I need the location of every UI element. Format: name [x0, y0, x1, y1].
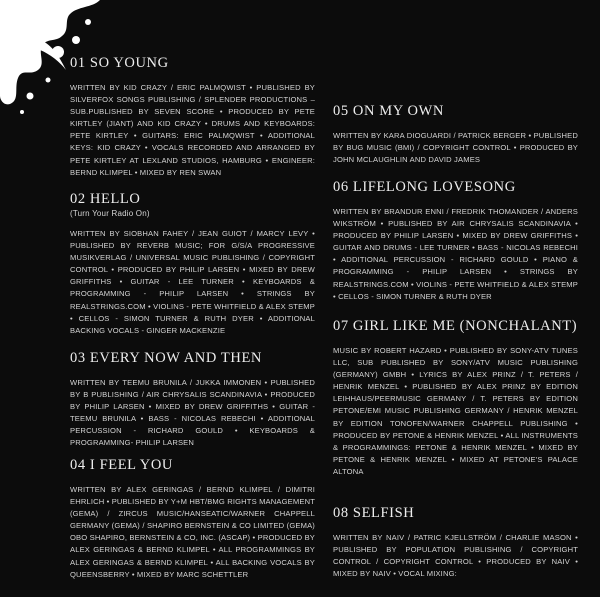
track-08-section	[333, 505, 578, 580]
track-05-credits: WRITTEN BY KARA DIOGUARDI / PATRICK BERGER • PUBLISHED BY BUG MUSIC (BMI) / COPYRIGHT CONTROL • PRODUCED BY JOHN MCLAUGHLIN AND DAVID JAMES	[333, 131, 578, 165]
track-04-title: 04 I FEEL YOU	[70, 457, 173, 473]
track-01-section	[70, 55, 315, 179]
track-01-credits: WRITTEN BY KID CRAZY / ERIC PALMQWIST • PUBLISHED BY SILVERFOX SONGS PUBLISHING / SPLENDER PRODUCTIONS – SUB.PUBLISHED BY SEVEN SCORE • PRODUCED BY PETE KIRTLEY (JIANT) AND KID CRAZY • DRUMS AND KEYBOARDS: PETE KIRTLEY • GUITARS: ERIC PALMQWIST • ADDITIONAL KEYS: KID CRAZY • VOCALS RECORDED AND ARRANGED BY PETE KIRTLEY AT LEXLAND STUDIOS, HAMBURG • ENGINEER: BERND KLIMPEL • MIXED BY REN SWAN	[70, 83, 315, 177]
track-02-section	[70, 191, 315, 337]
track-08-title: 08 SELFISH	[333, 505, 415, 521]
track-05-title: 05 ON MY OWN	[333, 103, 444, 119]
track-08-credits: WRITTEN BY NAIV / PATRIC KJELLSTRÖM / CHARLIE MASON • PUBLISHED BY POPULATION PUBLISHING / COPYRIGHT CONTROL / COPYRIGHT CONTROL • PRODUCED BY NAIV • MIXED BY NAIV • VOCAL MIXING:	[333, 533, 578, 579]
track-02-credits: WRITTEN BY SIOBHAN FAHEY / JEAN GUIOT / MARCY LEVY • PUBLISHED BY REVERB MUSIC; FOR G/S/A PROGRESSIVE MUSIKVERLAG / UNIVERSAL MUSIC PUBLISHING / COPYRIGHT CONTROL • PRODUCED BY PHILIP LARSEN • MIXED BY DREW GRIFFITHS • GUITAR - LEE TURNER • KEYBOARDS & PROGRAMMING - PHILIP LARSEN • STRINGS BY REALSTRINGS.COM • VIOLINS - PETE WHITFIELD & ALEX STEMP • CELLOS - SIMON TURNER & RUTH DYER • ADDITIONAL BACKING VOCALS - GINGER MACKENZIE	[70, 229, 315, 335]
track-03-credits: WRITTEN BY TEEMU BRUNILA / JUKKA IMMONEN • PUBLISHED BY B PUBLISHING / AIR CHRYSALIS SCANDINAVIA • PRODUCED BY PHILIP LARSEN • MIXED BY DREW GRIFFITHS • GUITAR - TEEMU BRUNILA • BASS - NICOLAS REBECHI • ADDITIONAL PERCUSSION - RICHARD GOULD • KEYBOARDS & PROGRAMMING- PHILIP LARSEN	[70, 378, 315, 448]
track-02-subtitle: (Turn Your Radio On)	[70, 209, 150, 218]
track-07-credits: MUSIC BY ROBERT HAZARD • PUBLISHED BY SONY-ATV TUNES LLC, SUB PUBLISHED BY SONY/ATV MUSIC PUBLISHING (GERMANY) GMBH • LYRICS BY ALEX PRINZ / T. PETERS / HENRIK MENZEL • PUBLISHED BY ALEX PRINZ BY EDITION LEIHHAUS/PEERMUSIC GERMANY / T. PETERS BY EDITION PETONE/EMI MUSIC PUBLISHING GERMANY / HENRIK MENZEL BY EDITION TONOFEN/WARNER CHAPPELL PUBLISHING • PRODUCED BY PETONE & HENRIK MENZEL • ALL INSTRUMENTS & PROGRAMMINGS: PETONE & HENRIK MENZEL • MIXED BY PETONE & HENRIK MENZEL • MIXED AT PETONE'S PALACE ALTONA	[333, 346, 578, 476]
track-05-section	[333, 103, 578, 166]
track-02-title: 02 HELLO	[70, 191, 141, 207]
track-06-section	[333, 179, 578, 303]
track-03-section	[70, 350, 315, 450]
track-07-section	[333, 318, 578, 478]
track-07-title: 07 GIRL LIKE ME (NONCHALANT)	[333, 318, 578, 334]
track-03-title: 03 EVERY NOW AND THEN	[70, 350, 262, 366]
track-06-credits: WRITTEN BY BRANDUR ENNI / FREDRIK THOMANDER / ANDERS WIKSTRÖM • PUBLISHED BY AIR CHRYSALIS SCANDINAVIA • PRODUCED BY PHILIP LARSEN • MIXED BY DREW GRIFFITHS • GUITAR AND DRUMS - LEE TURNER • BASS - NICOLAS REBECHI • ADDITIONAL PERCUSSION - RICHARD GOULD • PIANO & PROGRAMMING - PHILIP LARSEN • STRINGS BY REALSTRINGS.COM • VIOLINS - PETE WHITFIELD & ALEX STEMP • CELLOS - SIMON TURNER & RUTH DYER	[333, 207, 578, 301]
track-04-section	[70, 457, 315, 581]
track-01-title: 01 SO YOUNG	[70, 55, 169, 71]
track-06-title: 06 LIFELONG LOVESONG	[333, 179, 516, 195]
track-04-credits: WRITTEN BY ALEX GERINGAS / BERND KLIMPEL / DIMITRI EHRLICH • PUBLISHED BY Y+M HBT/BMG RIGHTS MANAGEMENT (GEMA) / ZIRCUS MUSIC/HANSEATIC/WARNER CHAPPELL GERMANY (GEMA) / SHAPIRO BERNSTEIN & CO LIMITED (GEMA) OBO SHAPIRO, BERNSTEIN & CO, INC. (ASCAP) • PRODUCED BY ALEX GERINGAS & BERND KLIMPEL • ALL PROGRAMMINGS BY ALEX GERINGAS & BERND KLIMPEL • ALL BACKING VOCALS BY QUEENSBERRY • MIXED BY MARC SCHETTLER	[70, 485, 315, 579]
